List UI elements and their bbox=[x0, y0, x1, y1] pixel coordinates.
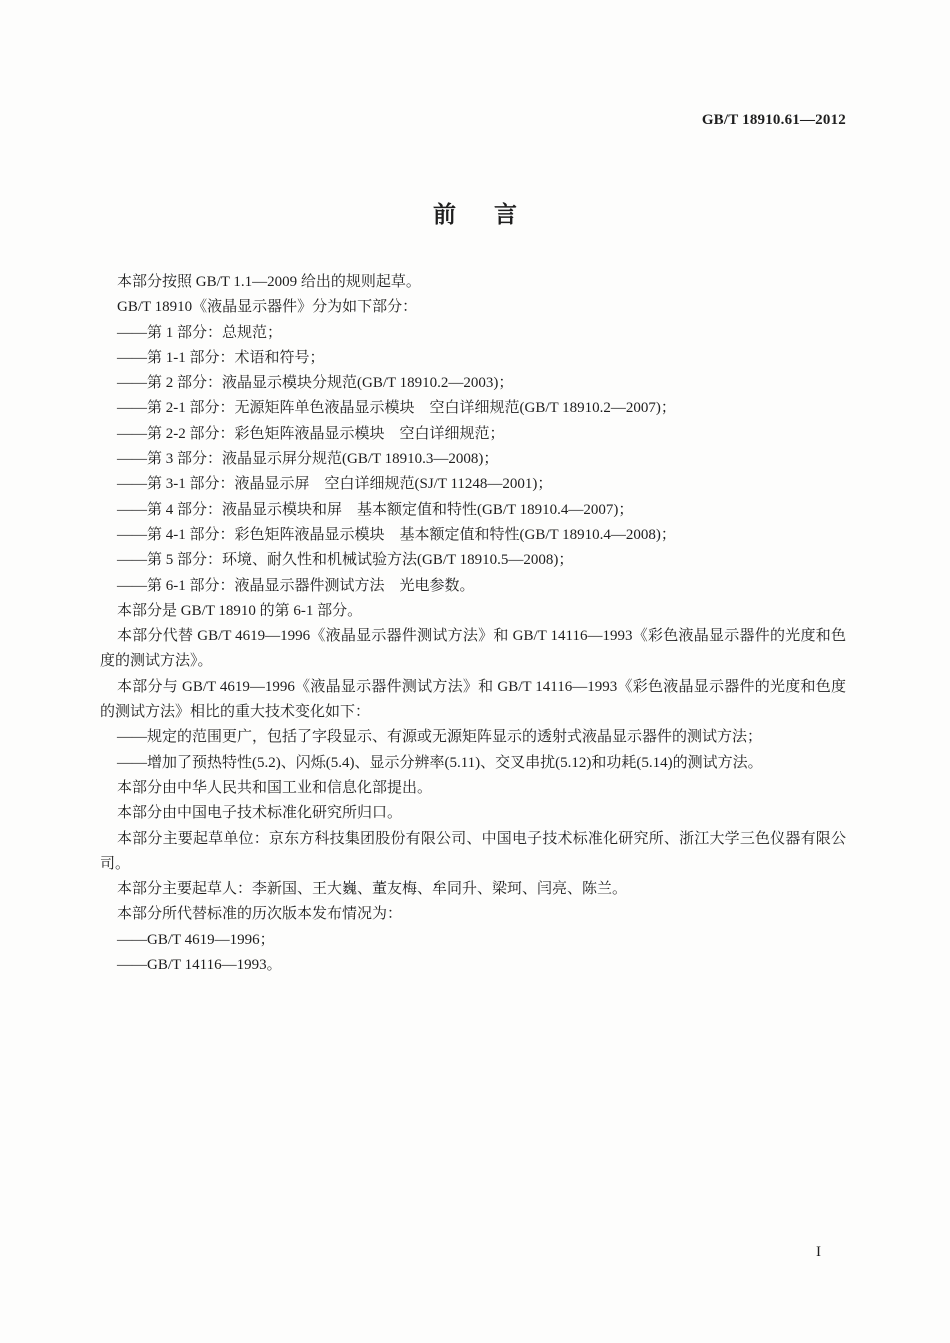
paragraph: 本部分由中国电子技术标准化研究所归口。 bbox=[117, 805, 403, 822]
paragraph: 本部分由中华人民共和国工业和信息化部提出。 bbox=[117, 779, 433, 796]
list-item: ——第 2 部分：液晶显示模块分规范(GB/T 18910.2—2003)； bbox=[117, 375, 514, 392]
list-item: ——规定的范围更广，包括了字段显示、有源或无源矩阵显示的透射式液晶显示器件的测试方法； bbox=[117, 729, 763, 746]
page-number: I bbox=[816, 1244, 821, 1260]
paragraph: 本部分按照 GB/T 1.1—2009 给出的规则起草。 bbox=[117, 274, 421, 290]
paragraph: GB/T 18910《液晶显示器件》分为如下部分： bbox=[117, 299, 418, 316]
paragraph: 本部分主要起草单位：京东方科技集团股份有限公司、中国电子技术标准化研究所、浙江大学三色仪器有限公司。 bbox=[100, 830, 846, 872]
standard-number-header: GB/T 18910.61—2012 bbox=[701, 112, 846, 128]
foreword-body bbox=[100, 270, 846, 978]
list-item: ——第 1 部分：总规范； bbox=[117, 324, 283, 341]
paragraph: 本部分代替 GB/T 4619—1996《液晶显示器件测试方法》和 GB/T 14116—1993《彩色液晶显示器件的光度和色度的测试方法》。 bbox=[100, 628, 846, 670]
list-item: ——第 2-1 部分：无源矩阵单色液晶显示模块 空白详细规范(GB/T 18910.2—2007)； bbox=[117, 400, 676, 417]
list-item: ——第 3 部分：液晶显示屏分规范(GB/T 18910.3—2008)； bbox=[117, 451, 499, 468]
list-item: ——GB/T 14116—1993。 bbox=[117, 957, 282, 974]
page-title: 前言 bbox=[433, 202, 555, 227]
list-item: ——GB/T 4619—1996； bbox=[117, 931, 275, 948]
list-item: ——第 2-2 部分：彩色矩阵液晶显示模块 空白详细规范； bbox=[117, 425, 505, 442]
paragraph: 本部分与 GB/T 4619—1996《液晶显示器件测试方法》和 GB/T 14116—1993《彩色液晶显示器件的光度和色度的测试方法》相比的重大技术变化如下： bbox=[100, 678, 846, 721]
paragraph: 本部分主要起草人：李新国、王大巍、董友梅、牟同升、梁珂、闫亮、陈兰。 bbox=[117, 881, 628, 898]
list-item: ——第 6-1 部分：液晶显示器件测试方法 光电参数。 bbox=[117, 577, 475, 594]
list-item: ——第 5 部分：环境、耐久性和机械试验方法(GB/T 18910.5—2008)； bbox=[117, 552, 574, 569]
list-item: ——第 3-1 部分：液晶显示屏 空白详细规范(SJ/T 11248—2001)； bbox=[117, 476, 553, 493]
list-item: ——第 4-1 部分：彩色矩阵液晶显示模块 基本额定值和特性(GB/T 18910.4—2008)； bbox=[117, 526, 676, 543]
list-item: ——第 1-1 部分：术语和符号； bbox=[117, 349, 325, 366]
list-item: ——第 4 部分：液晶显示模块和屏 基本额定值和特性(GB/T 18910.4—2007)； bbox=[117, 501, 634, 518]
paragraph: 本部分是 GB/T 18910 的第 6-1 部分。 bbox=[117, 602, 363, 619]
list-item: ——增加了预热特性(5.2)、闪烁(5.4)、显示分辨率(5.11)、交叉串扰(5.12)和功耗(5.14)的测试方法。 bbox=[117, 754, 763, 771]
paragraph: 本部分所代替标准的历次版本发布情况为： bbox=[117, 906, 403, 923]
